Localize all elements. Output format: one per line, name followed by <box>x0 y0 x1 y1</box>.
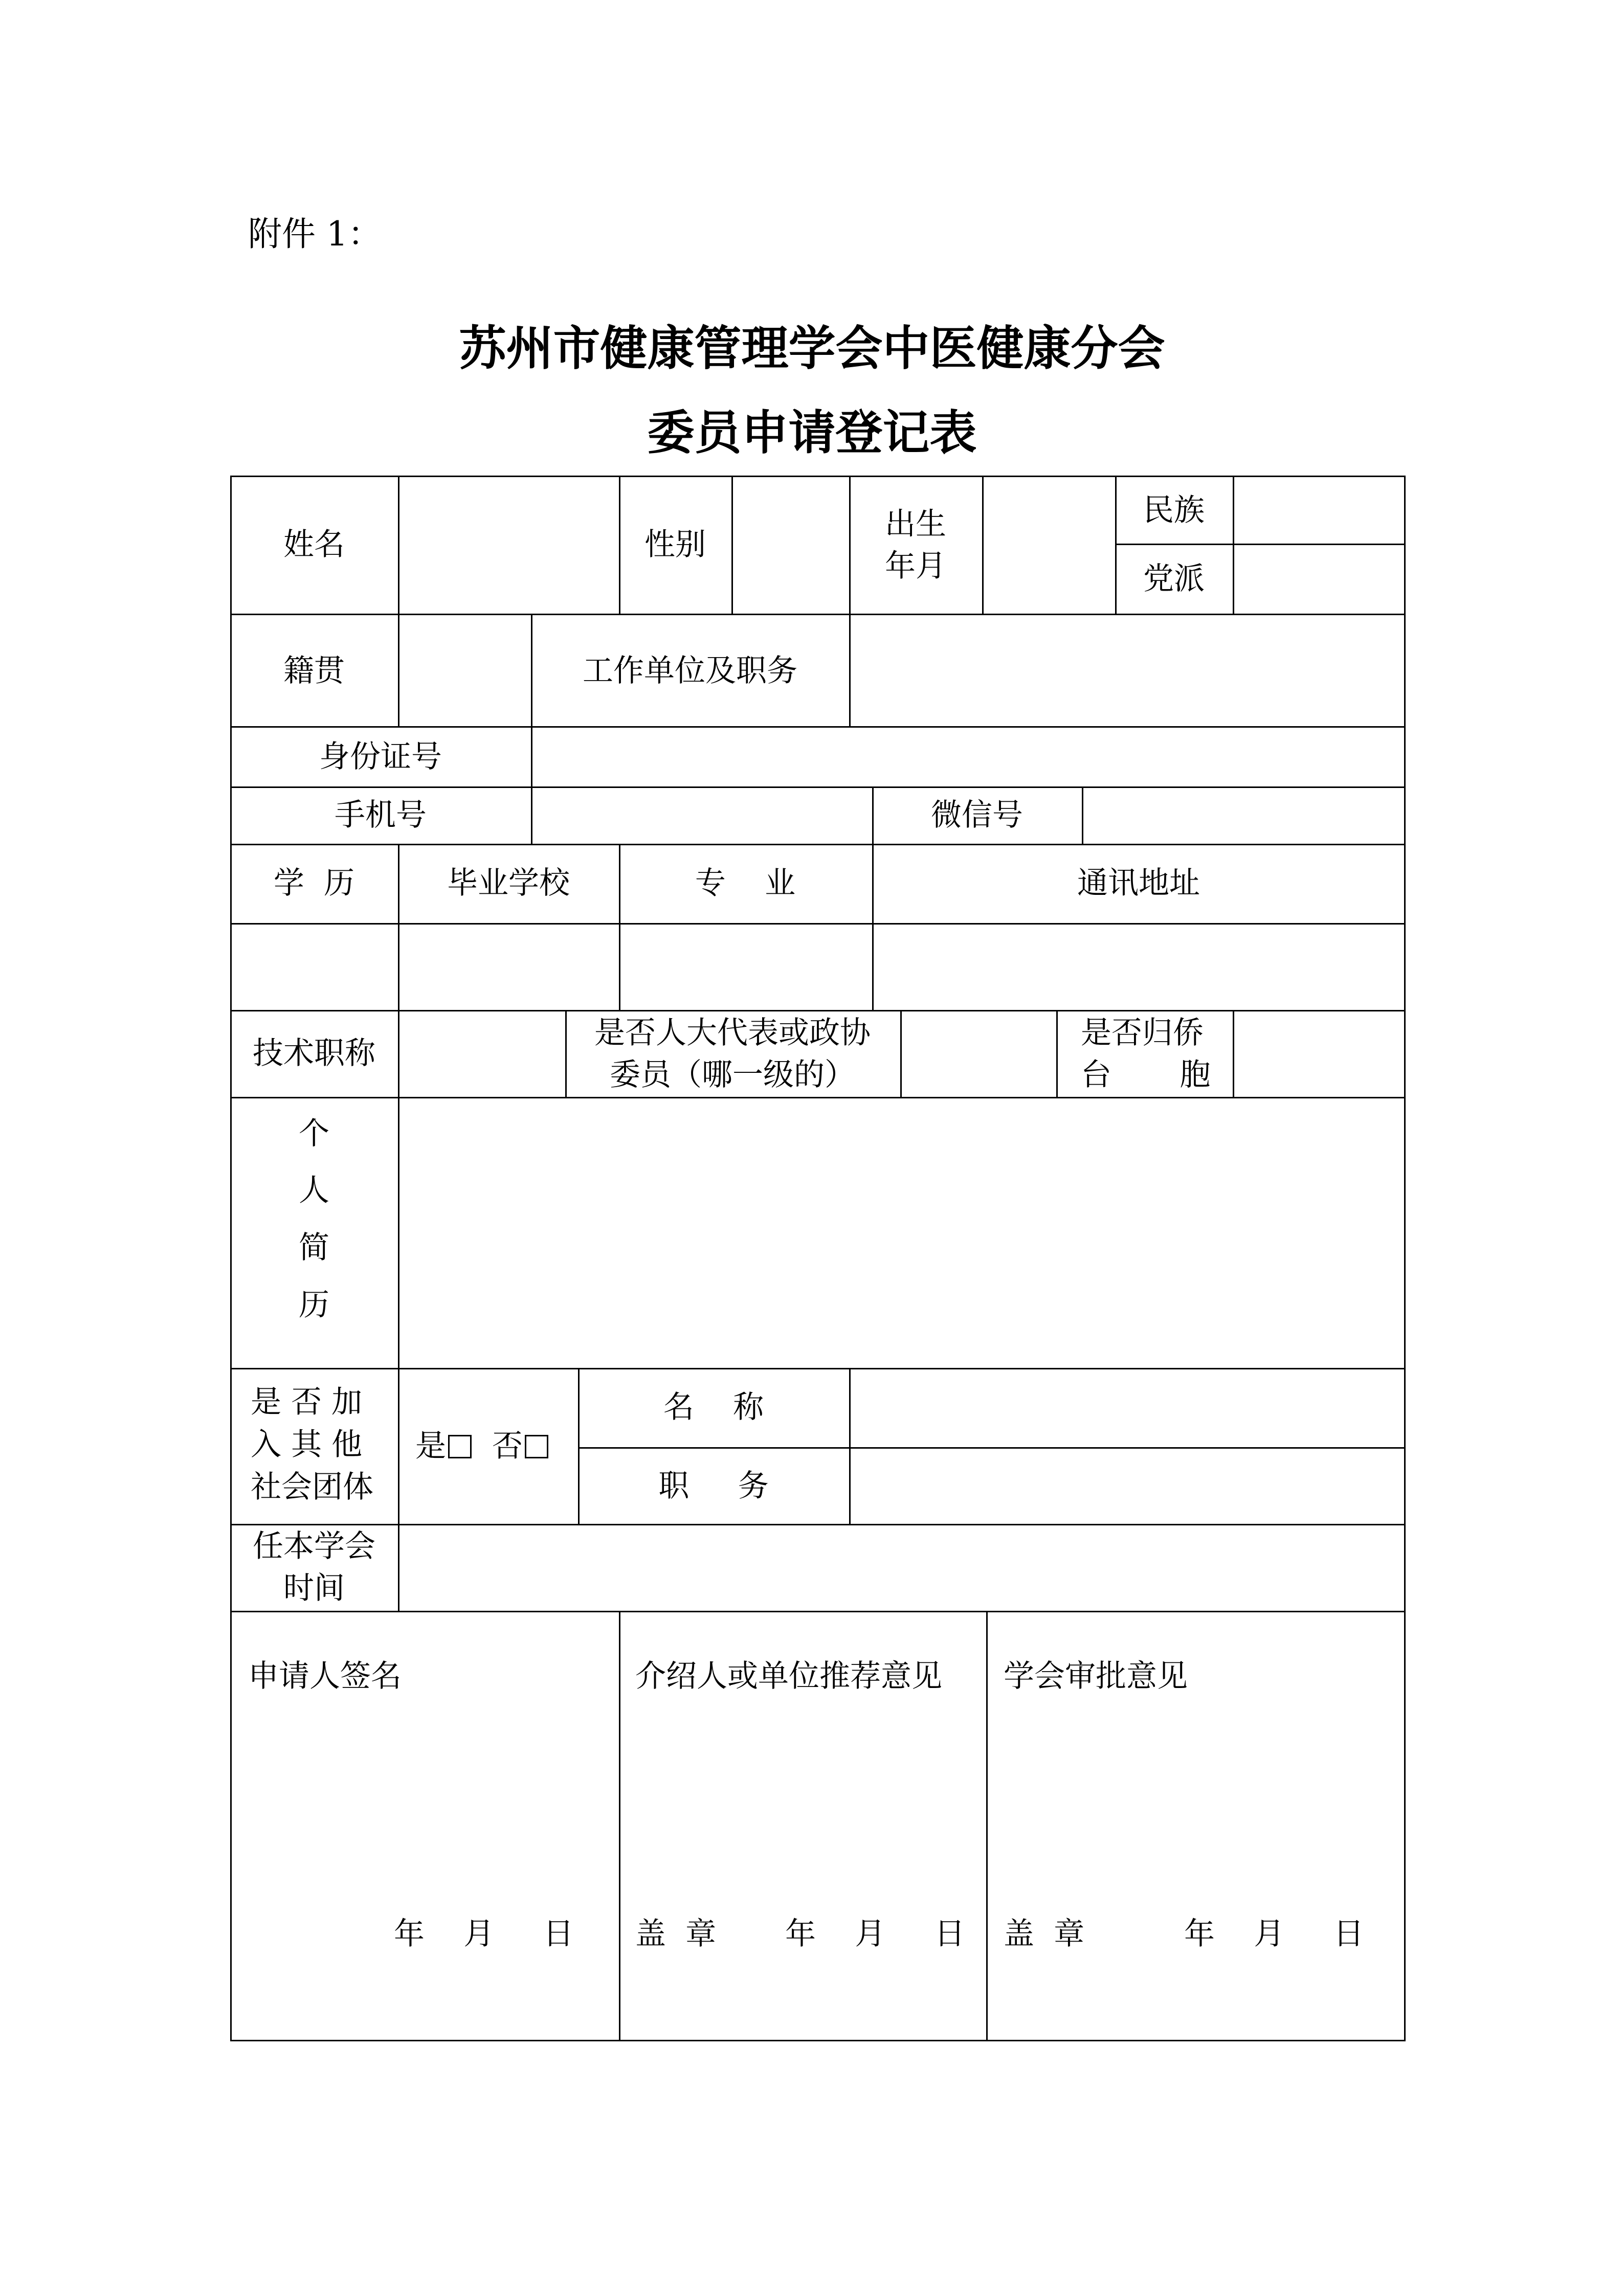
label-id-number: 身份证号 <box>319 739 442 775</box>
label-other-org-line2: 入 其 他 <box>251 1427 363 1462</box>
education-field[interactable] <box>232 925 398 1010</box>
row-divider <box>230 1611 1406 1612</box>
yes-label: 是 <box>415 1428 446 1464</box>
label-resume-char3: 简 <box>299 1230 329 1266</box>
label-tech-title: 技术职称 <box>253 1036 375 1071</box>
referrer-seal: 盖 章 <box>635 1916 717 1952</box>
label-ethnicity: 民族 <box>1143 492 1205 528</box>
no-label: 否 <box>492 1428 523 1464</box>
label-org-name: 名 称 <box>663 1389 764 1425</box>
school-field[interactable] <box>399 925 619 1010</box>
org-name-field[interactable] <box>851 1369 1404 1447</box>
label-name: 姓名 <box>283 527 345 562</box>
registration-form-table <box>230 476 1406 2041</box>
no-checkbox[interactable] <box>525 1435 548 1458</box>
col-divider <box>1115 476 1117 614</box>
work-unit-field[interactable] <box>851 615 1404 726</box>
row-divider <box>230 844 1406 845</box>
label-applicant-signature: 申请人签名 <box>248 1658 402 1694</box>
col-divider <box>565 1010 567 1097</box>
label-resume-char2: 人 <box>299 1173 329 1208</box>
applicant-date: 年 月 日 <box>394 1916 574 1952</box>
label-birth-line2: 年月 <box>885 548 946 584</box>
label-tenure-line1: 任本学会 <box>253 1528 375 1564</box>
native-place-field[interactable] <box>399 615 531 726</box>
form-subtitle: 委员申请登记表 <box>647 405 977 460</box>
gender-field[interactable] <box>733 477 849 614</box>
col-divider <box>398 1368 399 1524</box>
label-society-approval: 学会审批意见 <box>1004 1658 1188 1694</box>
label-native-place: 籍贯 <box>283 653 345 689</box>
tenure-field[interactable] <box>399 1525 1404 1611</box>
npc-field[interactable] <box>902 1011 1056 1097</box>
society-seal: 盖 章 <box>1004 1916 1085 1952</box>
label-other-org-line1: 是 否 加 <box>251 1384 363 1420</box>
label-returned-line2: 台 胞 <box>1081 1057 1211 1093</box>
yes-checkbox[interactable] <box>448 1435 472 1458</box>
label-wechat: 微信号 <box>931 797 1023 833</box>
mobile-field[interactable] <box>532 788 872 844</box>
label-gender: 性别 <box>644 527 706 562</box>
label-org-position: 职 务 <box>658 1468 769 1504</box>
label-education: 学 历 <box>273 865 355 901</box>
id-number-field[interactable] <box>532 728 1404 786</box>
ethnicity-field[interactable] <box>1234 477 1404 544</box>
label-address: 通讯地址 <box>1077 865 1200 901</box>
attachment-label: 附件 1： <box>248 214 382 254</box>
label-work-unit: 工作单位及职务 <box>583 653 797 689</box>
label-major: 专 业 <box>695 865 796 901</box>
label-npc-line2: 委员（哪一级的） <box>610 1057 855 1093</box>
address-field[interactable] <box>874 925 1404 1010</box>
referrer-date: 年 月 日 <box>785 1916 965 1952</box>
col-divider <box>1056 1010 1058 1097</box>
label-referrer-opinion: 介绍人或单位推荐意见 <box>635 1658 942 1694</box>
col-divider <box>619 476 620 614</box>
table-border-left <box>230 476 232 2041</box>
label-other-org-line3: 社会团体 <box>251 1469 373 1505</box>
col-divider <box>531 614 532 726</box>
tech-title-field[interactable] <box>399 1011 565 1097</box>
wechat-field[interactable] <box>1083 788 1404 844</box>
label-mobile: 手机号 <box>335 797 427 833</box>
other-org-choice <box>415 1428 548 1464</box>
label-resume-char1: 个 <box>299 1116 329 1152</box>
form-title: 苏州市健康管理学会中医健康分会 <box>459 321 1165 376</box>
col-divider <box>986 1611 988 2041</box>
col-divider <box>619 1611 620 2041</box>
party-field[interactable] <box>1234 545 1404 614</box>
resume-field[interactable] <box>399 1098 1404 1368</box>
returned-field[interactable] <box>1234 1011 1404 1097</box>
label-resume-char4: 历 <box>299 1287 329 1323</box>
label-school: 毕业学校 <box>447 865 570 901</box>
col-divider <box>849 476 851 614</box>
society-date: 年 月 日 <box>1184 1916 1364 1952</box>
label-tenure-line2: 时间 <box>283 1570 345 1606</box>
col-divider <box>872 786 874 844</box>
major-field[interactable] <box>620 925 872 1010</box>
label-returned-line1: 是否归侨 <box>1081 1015 1204 1051</box>
table-border-bottom <box>230 2040 1406 2041</box>
label-party: 党派 <box>1143 561 1205 597</box>
col-divider <box>578 1368 580 1524</box>
table-border-right <box>1404 476 1406 2041</box>
label-npc-line1: 是否人大代表或政协 <box>594 1015 871 1051</box>
org-position-field[interactable] <box>851 1449 1404 1524</box>
label-birth-line1: 出生 <box>885 506 946 542</box>
birth-date-field[interactable] <box>984 477 1115 614</box>
name-field[interactable] <box>399 477 619 614</box>
